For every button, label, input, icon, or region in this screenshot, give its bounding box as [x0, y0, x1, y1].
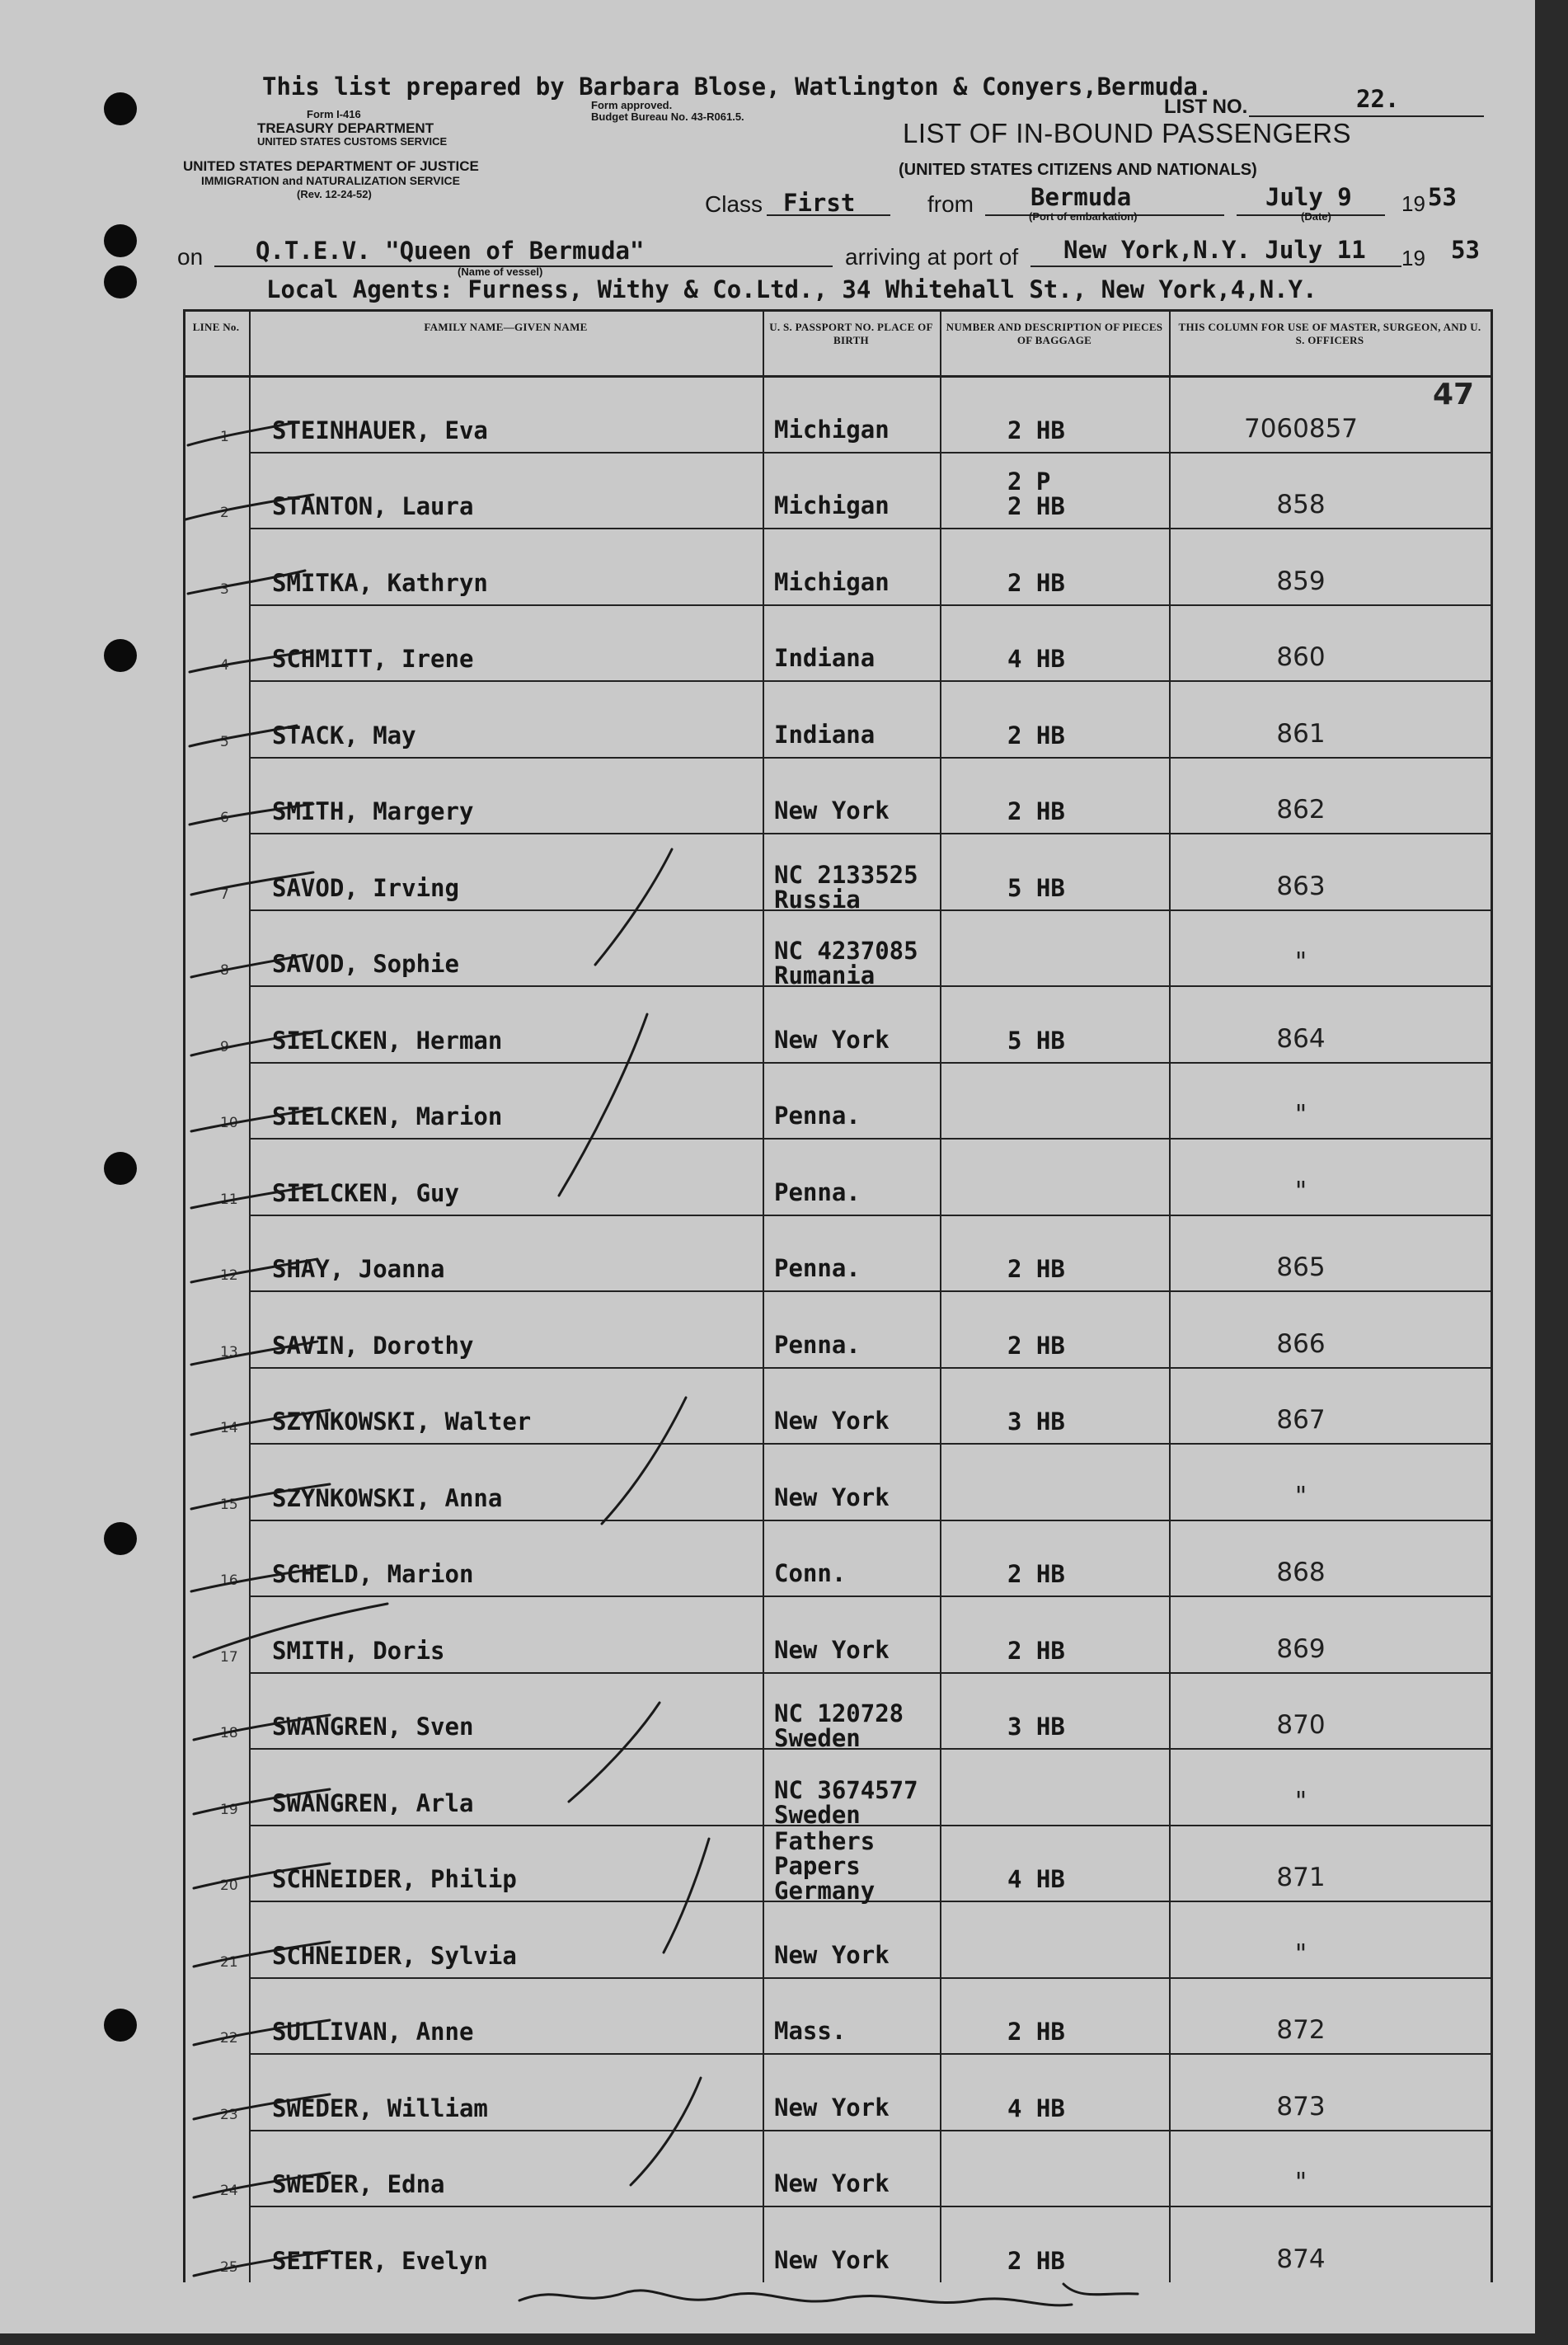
passport-birthplace: New York: [774, 1635, 890, 1664]
baggage-count: 3 HB: [1007, 1713, 1065, 1741]
officer-entry: ": [1294, 1176, 1307, 1206]
line-number: 14: [220, 1420, 238, 1436]
passport-birthplace: NC 120728: [774, 1699, 904, 1727]
baggage-count: 2 HB: [1007, 721, 1065, 750]
line-number: 4: [220, 657, 229, 674]
line-number: 22: [220, 2030, 238, 2047]
passenger-name: SWEDER, William: [272, 2094, 488, 2122]
passenger-name: STANTON, Laura: [272, 492, 474, 520]
passenger-name: SCHNEIDER, Philip: [272, 1865, 517, 1893]
manifest-subtitle: (UNITED STATES CITIZENS AND NATIONALS): [899, 161, 1257, 179]
baggage-count: 2 HB: [1007, 797, 1065, 825]
line-number: 13: [220, 1343, 238, 1360]
arriving-label: arriving at port of: [845, 244, 1019, 270]
col-header-line-no: LINE No.: [192, 321, 240, 333]
arrival-year: 53: [1451, 236, 1480, 264]
line-number: 3: [220, 580, 229, 598]
passenger-name: SMITKA, Kathryn: [272, 568, 488, 597]
line-number: 6: [220, 810, 229, 826]
form-approved: Form approved.: [591, 99, 673, 111]
treasury-department: TREASURY DEPARTMENT: [257, 120, 434, 136]
budget-bureau: Budget Bureau No. 43-R061.5.: [591, 110, 744, 123]
passenger-name: SWEDER, Edna: [272, 2170, 445, 2198]
officer-entry: 872: [1276, 2015, 1326, 2045]
officer-entry: 865: [1276, 1252, 1326, 1282]
line-number: 18: [220, 1725, 238, 1741]
line-number: 1: [220, 428, 229, 445]
passenger-name: SIELCKEN, Marion: [272, 1102, 503, 1130]
passport-birthplace: NC 2133525: [774, 860, 918, 889]
officer-entry: 863: [1276, 871, 1326, 901]
passport-birthplace: Michigan: [774, 415, 890, 444]
col-header-officers: THIS COLUMN FOR USE OF MASTER, SURGEON, AND U. S. OFFICERS: [1178, 321, 1481, 346]
passenger-name: SHAY, Joanna: [272, 1255, 445, 1283]
passport-birthplace: Russia: [774, 885, 861, 914]
officer-entry: 870: [1276, 1710, 1326, 1740]
passport-birthplace: Germany: [774, 1877, 876, 1905]
line-number: 21: [220, 1953, 238, 1971]
officer-entry: 862: [1276, 795, 1326, 825]
officer-entry: 866: [1276, 1328, 1326, 1359]
col-header-passport: U. S. PASSPORT NO. PLACE OF BIRTH: [769, 321, 933, 346]
baggage-count: 2 HB: [1007, 492, 1065, 520]
ins-service: IMMIGRATION and NATURALIZATION SERVICE: [201, 174, 460, 187]
passenger-name: SMITH, Doris: [272, 1636, 445, 1665]
line-number: 9: [220, 1038, 229, 1055]
officer-entry: ": [1294, 1481, 1307, 1511]
officer-entry: ": [1294, 2168, 1307, 2197]
baggage-count: 5 HB: [1007, 873, 1065, 902]
passenger-name: STEINHAUER, Eva: [272, 416, 488, 444]
officer-entry: 864: [1276, 1023, 1326, 1054]
officer-entry: 861: [1276, 718, 1326, 749]
officer-entry: 867: [1276, 1405, 1326, 1435]
passport-birthplace: Michigan: [774, 491, 890, 519]
passenger-name: SCHMITT, Irene: [272, 645, 474, 673]
col-header-name: FAMILY NAME—GIVEN NAME: [424, 321, 588, 333]
line-number: 12: [220, 1267, 238, 1284]
passenger-name: SAVIN, Dorothy: [272, 1331, 474, 1360]
baggage-count: 2 HB: [1007, 2246, 1065, 2275]
passport-birthplace: New York: [774, 1940, 890, 1969]
officer-entry: ": [1294, 947, 1307, 977]
passport-birthplace: New York: [774, 2245, 890, 2274]
passport-birthplace: New York: [774, 1025, 890, 1054]
passport-birthplace: Rumania: [774, 961, 876, 989]
departure-year: 53: [1428, 183, 1457, 211]
prepared-by-line: This list prepared by Barbara Blose, Watlington & Conyers,Bermuda.: [262, 73, 1213, 101]
passport-birthplace: Michigan: [774, 567, 890, 596]
passenger-name: SZYNKOWSKI, Walter: [272, 1407, 532, 1436]
passport-birthplace: New York: [774, 1483, 890, 1511]
from-value: Bermuda: [1030, 183, 1132, 211]
passport-birthplace: Indiana: [774, 720, 876, 749]
officer-entry: 873: [1276, 2091, 1326, 2122]
passport-birthplace: Sweden: [774, 1800, 861, 1829]
passport-birthplace: Conn.: [774, 1559, 847, 1587]
passenger-name: SWANGREN, Arla: [272, 1788, 474, 1817]
col-header-baggage: NUMBER AND DESCRIPTION OF PIECES OF BAGGAGE: [946, 321, 1163, 346]
arrival-port-date: New York,N.Y. July 11: [1063, 236, 1366, 264]
passport-birthplace: Mass.: [774, 2017, 847, 2045]
class-value: First: [783, 189, 856, 217]
manifest-title: LIST OF IN-BOUND PASSENGERS: [903, 118, 1352, 148]
line-number: 10: [220, 1115, 238, 1131]
line-number: 16: [220, 1572, 238, 1589]
year-prefix-2: 19: [1401, 246, 1425, 270]
passport-birthplace: Penna.: [774, 1330, 861, 1359]
page-number: 47: [1433, 378, 1475, 411]
baggage-count: 4 HB: [1007, 2094, 1065, 2122]
date-label: (Date): [1301, 210, 1331, 223]
baggage-count: 2 HB: [1007, 568, 1065, 597]
passport-birthplace: New York: [774, 1407, 890, 1435]
passenger-name: SEIFTER, Evelyn: [272, 2246, 488, 2275]
list-no-label: LIST NO.: [1164, 96, 1248, 118]
passenger-name: SWANGREN, Sven: [272, 1713, 474, 1741]
officer-entry: 871: [1276, 1863, 1326, 1892]
passport-birthplace: Indiana: [774, 644, 876, 672]
baggage-count: 2 HB: [1007, 1636, 1065, 1665]
line-number: 25: [220, 2258, 238, 2276]
passport-birthplace: Penna.: [774, 1254, 861, 1282]
line-number: 2: [220, 505, 229, 521]
line-number: 19: [220, 1801, 238, 1818]
line-number: 17: [220, 1648, 238, 1666]
on-label: on: [177, 244, 204, 270]
year-prefix: 19: [1401, 191, 1425, 216]
officer-entry: 859: [1276, 566, 1326, 596]
line-number: 7: [220, 886, 229, 903]
vessel-label: (Name of vessel): [458, 266, 543, 278]
baggage-count: 2 HB: [1007, 2018, 1065, 2046]
baggage-count: 2 HB: [1007, 416, 1065, 444]
officer-entry: 874: [1276, 2244, 1326, 2274]
passenger-name: SAVOD, Irving: [272, 873, 459, 902]
officer-entry: 869: [1276, 1633, 1326, 1664]
customs-service: UNITED STATES CUSTOMS SERVICE: [257, 135, 448, 148]
class-label: Class: [705, 191, 763, 217]
passport-birthplace: Fathers: [774, 1827, 876, 1855]
officer-entry: 860: [1276, 642, 1326, 672]
passport-birthplace: Papers: [774, 1852, 861, 1880]
passenger-name: SIELCKEN, Herman: [272, 1026, 503, 1055]
officer-entry: ": [1294, 1786, 1307, 1816]
officer-entry: 7060857: [1243, 413, 1359, 444]
baggage-count: 2 HB: [1007, 1560, 1065, 1588]
department-of-justice: UNITED STATES DEPARTMENT OF JUSTICE: [183, 158, 479, 174]
list-number: 22.: [1356, 85, 1400, 113]
passenger-name: SULLIVAN, Anne: [272, 2018, 474, 2046]
local-agents-line: Local Agents: Furness, Withy & Co.Ltd., 34 Whitehall St., New York,4,N.Y.: [266, 275, 1317, 303]
revision-date: (Rev. 12-24-52): [297, 188, 372, 200]
passenger-name: SMITH, Margery: [272, 797, 474, 825]
passenger-name: SAVOD, Sophie: [272, 950, 459, 978]
baggage-count: 2 HB: [1007, 1255, 1065, 1283]
line-number: 5: [220, 733, 229, 750]
passport-birthplace: Penna.: [774, 1102, 861, 1130]
port-embarkation-label: (Port of embarkation): [1029, 210, 1138, 223]
passenger-name: SZYNKOWSKI, Anna: [272, 1483, 503, 1512]
line-number: 23: [220, 2106, 238, 2123]
passport-birthplace: Sweden: [774, 1724, 861, 1752]
passport-birthplace: New York: [774, 797, 890, 825]
passenger-name: STACK, May: [272, 721, 416, 750]
officer-entry: 868: [1276, 1558, 1326, 1587]
passport-birthplace: NC 4237085: [774, 937, 918, 965]
line-number: 11: [220, 1191, 238, 1208]
passenger-name: SCHELD, Marion: [272, 1560, 474, 1588]
officer-entry: ": [1294, 1939, 1307, 1969]
officer-entry: ": [1294, 1100, 1307, 1130]
passenger-name: SCHNEIDER, Sylvia: [272, 1941, 517, 1970]
form-number: Form I-416: [307, 108, 361, 120]
line-number: 8: [220, 962, 229, 979]
passport-birthplace: New York: [774, 2169, 890, 2197]
vessel-name: Q.T.E.V. "Queen of Bermuda": [256, 237, 645, 265]
passport-birthplace: New York: [774, 2093, 890, 2122]
baggage-count: 4 HB: [1007, 645, 1065, 673]
baggage-count: 2 P: [1007, 468, 1051, 496]
officer-entry: 858: [1276, 490, 1326, 519]
passenger-name: SIELCKEN, Guy: [272, 1178, 459, 1207]
passport-birthplace: NC 3674577: [774, 1775, 918, 1804]
from-label: from: [927, 191, 974, 217]
baggage-count: 5 HB: [1007, 1026, 1065, 1055]
passport-birthplace: Penna.: [774, 1177, 861, 1206]
baggage-count: 3 HB: [1007, 1407, 1065, 1436]
baggage-count: 2 HB: [1007, 1331, 1065, 1360]
baggage-count: 4 HB: [1007, 1865, 1065, 1893]
line-number: 20: [220, 1877, 238, 1894]
departure-date: July 9: [1265, 183, 1352, 211]
line-number: 15: [220, 1496, 238, 1513]
line-number: 24: [220, 2183, 238, 2199]
